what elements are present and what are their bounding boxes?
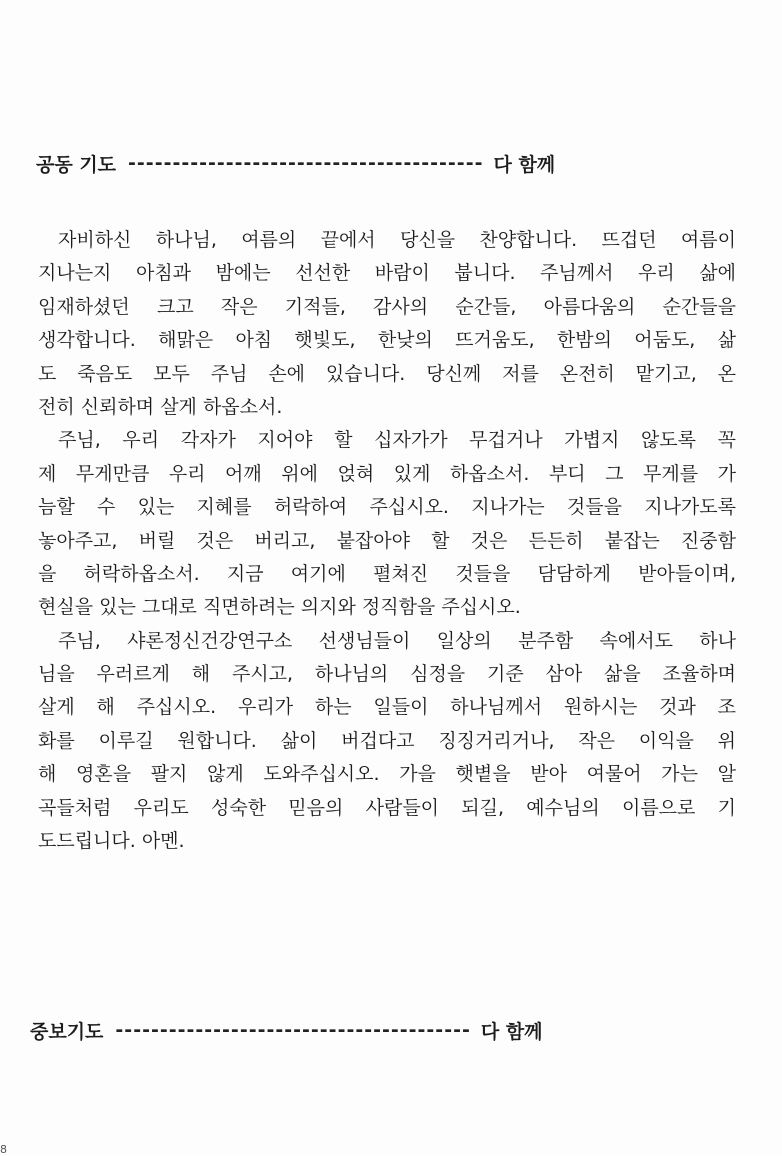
text-line: 현실을 있는 그대로 직면하려는 의지와 정직함을 주십시오.	[38, 596, 521, 619]
text-line: 도 죽음도 모두 주님 손에 있습니다. 당신께 저를 온전히 맡기고, 온	[38, 362, 736, 385]
text-line: 화를 이루길 원합니다. 삶이 버겁다고 징징거리거나, 작은 이익을 위	[38, 729, 736, 752]
text-line: 도드립니다. 아멘.	[38, 830, 185, 853]
heading-response: 다 함께	[480, 1020, 543, 1043]
text-line: 살게 해 주십시오. 우리가 하는 일들이 하나님께서 원하시는 것과 조	[38, 696, 736, 719]
text-line: 임재하셨던 크고 작은 기적들, 감사의 순간들, 아름다움의 순간들을	[38, 295, 736, 318]
text-line: 자비하신 하나님, 여름의 끝에서 당신을 찬양합니다. 뜨겁던 여름이	[58, 229, 736, 251]
common-prayer-heading	[36, 146, 736, 180]
text-line: 을 허락하옵소서. 지금 여기에 펼쳐진 것들을 담담하게 받아들이며,	[38, 562, 736, 585]
page-number: 8	[0, 1143, 7, 1156]
heading-title: 공동 기도	[36, 153, 117, 176]
prayer-body	[38, 224, 736, 858]
text-line: 해 영혼을 팔지 않게 도와주십시오. 가을 햇볕을 받아 여물어 가는 알	[38, 763, 736, 786]
text-line: 늠할 수 있는 지혜를 허락하여 주십시오. 지나가는 것들을 지나가도록	[38, 496, 736, 519]
text-line: 주님, 우리 각자가 지어야 할 십자가가 무겁거나 가볍지 않도록 꼭	[58, 429, 736, 452]
text-line: 전히 신뢰하며 살게 하옵소서.	[38, 395, 283, 418]
text-line: 놓아주고, 버릴 것은 버리고, 붙잡아야 할 것은 든든히 붙잡는 진중함	[38, 529, 736, 552]
heading-response: 다 함께	[493, 153, 556, 176]
heading-title: 중보기도	[30, 1020, 104, 1043]
text-line: 생각합니다. 해맑은 아침 햇빛도, 한낮의 뜨거움도, 한밤의 어둠도, 삶	[38, 329, 736, 352]
heading-leader-dashes: ----------------------------------------	[128, 152, 484, 174]
intercessory-prayer-heading	[30, 1013, 730, 1047]
text-line: 님을 우러르게 해 주시고, 하나님의 심정을 기준 삼아 삶을 조율하며	[38, 663, 736, 686]
heading-leader-dashes: ----------------------------------------	[115, 1019, 471, 1041]
text-line: 주님, 샤론정신건강연구소 선생님들이 일상의 분주함 속에서도 하나	[58, 629, 736, 652]
text-line: 곡들처럼 우리도 성숙한 믿음의 사람들이 되길, 예수님의 이름으로 기	[38, 796, 736, 819]
text-line: 제 무게만큼 우리 어깨 위에 얹혀 있게 하옵소서. 부디 그 무게를 가	[38, 462, 736, 485]
text-line: 지나는지 아침과 밤에는 선선한 바람이 붑니다. 주님께서 우리 삶에	[38, 262, 736, 285]
